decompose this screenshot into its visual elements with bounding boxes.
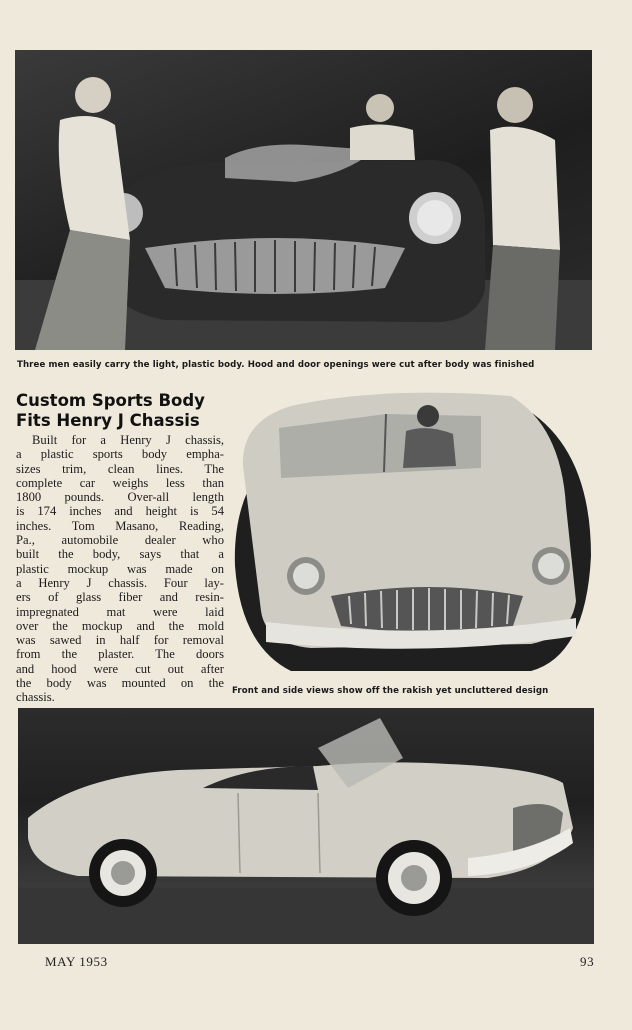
body-line: from the plaster. The doors (16, 647, 224, 662)
body-line: built the body, says that a (16, 547, 224, 562)
body-line: sizes trim, clean lines. The (16, 461, 224, 476)
bottom-photo-car-side (18, 708, 594, 944)
body-line: the body was mounted on the (16, 676, 224, 691)
middle-photo-caption: Front and side views show off the rakish yet uncluttered design (232, 686, 549, 696)
body-line: Built for a Henry J chassis, (32, 433, 224, 447)
top-photo (15, 50, 592, 350)
bottom-photo (18, 708, 594, 944)
article-headline (16, 391, 226, 431)
headline-line: Custom Sports Body (16, 391, 205, 410)
issue-date: MAY 1953 (45, 954, 108, 969)
body-line: 1800 pounds. Over-all length (16, 490, 224, 505)
body-line: is 174 inches and height is 54 (16, 504, 224, 519)
headline-line: Fits Henry J Chassis (16, 411, 200, 430)
middle-photo-car-front (231, 386, 593, 676)
body-line: plastic mockup was made on (16, 561, 224, 576)
body-line: and hood were cut out after (16, 661, 224, 676)
body-line: over the mockup and the mold (16, 618, 224, 633)
body-line: impregnated mat were laid (16, 604, 224, 619)
body-line: Pa., automobile dealer who (16, 533, 224, 548)
body-line: inches. Tom Masano, Reading, (16, 518, 224, 533)
page-number: 93 (580, 954, 595, 969)
body-line: was sawed in half for removal (16, 633, 224, 648)
body-line: a Henry J chassis. Four lay- (16, 575, 224, 590)
body-line: chassis. (16, 690, 55, 705)
body-line: complete car weighs less than (16, 475, 224, 490)
middle-photo (231, 386, 593, 676)
article-body (16, 433, 224, 705)
top-photo-caption: Three men easily carry the light, plastic body. Hood and door openings were cut after body was finished (17, 360, 535, 370)
body-line: ers of glass fiber and resin- (16, 590, 224, 605)
top-photo-car-and-men (15, 50, 592, 350)
body-line: a plastic sports body empha- (16, 447, 224, 462)
